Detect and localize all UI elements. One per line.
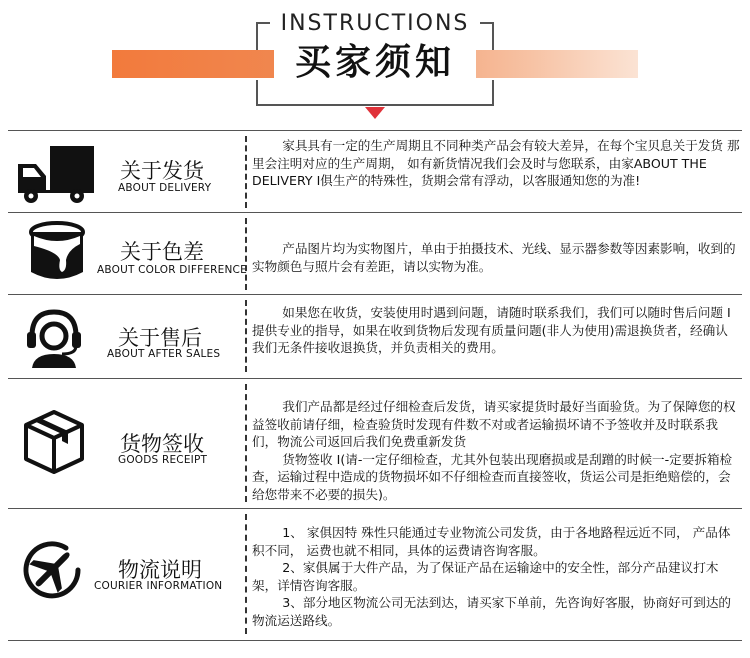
package-icon xyxy=(22,408,86,476)
header-chinese-title: 买家须知 xyxy=(294,42,455,83)
section-title-en: ABOUT COLOR DIFFERENCE xyxy=(97,264,247,276)
section-body xyxy=(252,137,740,190)
section-body xyxy=(252,398,740,504)
section-paragraph: 1、 家俱因特 殊性只能通过专业物流公司发货，由于各地路程远近不同， 产品体积不同， 运费也就不相同，具体的运费请咨询客服。 xyxy=(252,525,731,558)
frame-line xyxy=(492,80,494,106)
section-paragraph: 2、家俱属于大件产品，为了保证产品在运输途中的安全性，部分产品建议打木架，详情咨询客服。 xyxy=(252,560,719,593)
row-divider xyxy=(8,294,742,295)
section-body xyxy=(252,524,740,630)
dashed-divider xyxy=(245,218,247,290)
headset-icon xyxy=(22,306,86,370)
down-arrow-icon xyxy=(365,107,385,119)
row-divider xyxy=(8,508,742,509)
frame-line xyxy=(256,104,494,106)
section-title-cn: 货物签收 xyxy=(120,432,204,456)
row-divider xyxy=(8,378,742,379)
dashed-divider xyxy=(245,514,247,634)
frame-line xyxy=(256,80,258,106)
section-title-cn: 物流说明 xyxy=(118,558,202,582)
section-body xyxy=(252,240,740,275)
frame-line xyxy=(256,22,270,24)
instructions-header xyxy=(0,0,750,130)
section-title-en: ABOUT DELIVERY xyxy=(118,182,212,194)
section-title-cn: 关于售后 xyxy=(118,326,202,350)
section-paragraph: 我们产品都是经过仔细检查后发货，请买家提货时最好当面验货。为了保障您的权益签收前请仔细，检查验货时发现有件数不对或者运输损坏请不予签收并及时联系我们，物流公司返回后我们免费重新发货 xyxy=(252,399,736,450)
dashed-divider xyxy=(245,300,247,372)
row-divider xyxy=(8,130,742,131)
airplane-icon xyxy=(20,538,84,602)
section-paragraph: 3、部分地区物流公司无法到达，请买家下单前，先咨询好客服，协商好可到达的物流运送路线。 xyxy=(252,595,732,628)
frame-line xyxy=(256,22,258,50)
dashed-divider xyxy=(245,136,247,208)
section-title-en: ABOUT AFTER SALES xyxy=(107,348,221,360)
section-title-en: GOODS RECEIPT xyxy=(118,454,208,466)
row-divider xyxy=(8,212,742,213)
header-english-title: INSTRUCTIONS xyxy=(280,11,470,36)
row-divider xyxy=(8,640,742,641)
dashed-divider xyxy=(245,384,247,502)
truck-icon xyxy=(14,146,96,204)
section-paragraph: 货物签收 I(请-一定仔细检查，尤其外包装出现磨损或是刮蹭的时候一-定要拆箱检查，运输过程中造成的货物损坏如不仔细检查而直接签收，货运公司是拒绝赔偿的，会给您带来不必要的损失)。 xyxy=(252,451,733,502)
frame-line xyxy=(492,22,494,50)
section-title-cn: 关于发货 xyxy=(120,159,204,183)
section-title-cn: 关于色差 xyxy=(120,240,204,264)
section-paragraph: 家具具有一定的生产周期且不同种类产品会有较大差异，在每个宝贝息关于发货 那里会注明对应的生产周期， 如有新货情况我们会及时与您联系，由家ABOUT THE DELIVERY I俱生产的特殊性，货期会常有浮动，以客服通知您的为准! xyxy=(252,138,740,189)
section-paragraph: 产品图片均为实物图片，单由于拍摄技术、光线、显示器参数等因素影响，收到的实物颜色与照片会有差距，请以实物为准。 xyxy=(252,241,736,274)
section-body xyxy=(252,304,740,357)
section-title-en: COURIER INFORMATION xyxy=(94,580,223,592)
paint-bucket-icon xyxy=(24,220,90,286)
section-paragraph: 如果您在收货，安装使用时遇到问题，请随时联系我们，我们可以随时售后问题 I提供专业的指导，如果在收到货物后发现有质量问题(非人为使用)需退换货者，经确认我们无条件接收退换货，并负责相关的费用。 xyxy=(252,305,731,356)
